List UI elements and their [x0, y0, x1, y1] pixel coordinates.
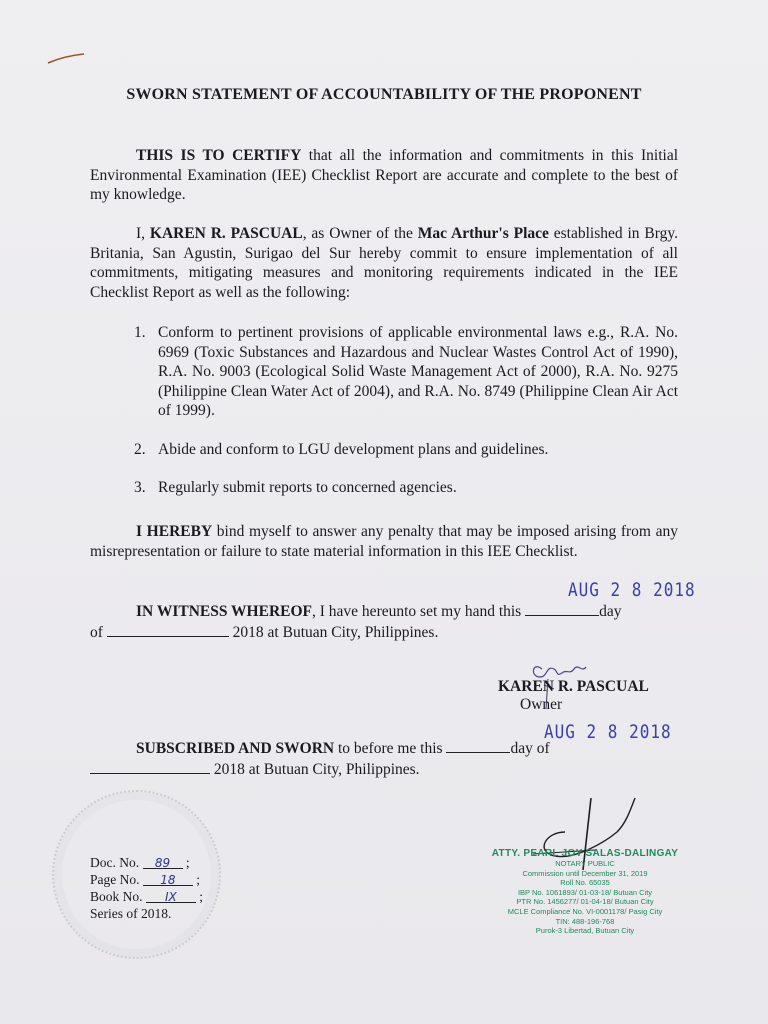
notary-name: ATTY. PEARL JOY SALAS-DALINGAY	[491, 848, 679, 859]
certify-lead: THIS IS TO CERTIFY	[136, 147, 302, 164]
owner-signature-block	[498, 678, 649, 714]
witness-of: of	[90, 623, 107, 641]
notary-stamp	[470, 848, 700, 936]
notary-tin: TIN: 488-196-768	[555, 916, 615, 926]
date-stamp: AUG 2 8 2018	[544, 720, 672, 743]
certify-text: that all the information and commitments in this Initial Environmental Examination (IEE) Checklist Report are accurate and complete to the best of my knowledge.	[90, 147, 679, 203]
notary-ibp: IBP No. 1061893/ 01-03-18/ Butuan City	[517, 887, 653, 897]
sworn-place: 2018 at Butuan City, Philippines.	[210, 760, 420, 778]
commit-mid: , as Owner of the	[302, 225, 418, 242]
page-number-value: 18	[160, 873, 176, 887]
doc-number-value: 89	[154, 856, 171, 870]
day-blank	[525, 601, 599, 616]
witness-lead: IN WITNESS WHEREOF	[136, 603, 313, 620]
day-blank	[446, 738, 510, 753]
witness-text: , I have hereunto set my hand this	[312, 603, 526, 620]
list-item-number: 1.	[134, 324, 146, 341]
date-stamp: AUG 2 8 2018	[568, 578, 696, 601]
notary-mcle: MCLE Compliance No. VI-0001178/ Pasig City	[507, 906, 663, 916]
witness-day: day	[599, 603, 622, 620]
witness-paragraph	[90, 601, 678, 642]
notary-title: NOTARY PUBLIC	[555, 859, 615, 868]
sworn-paragraph	[90, 738, 678, 779]
pen-mark	[46, 52, 86, 66]
establishment-name: Mac Arthur's Place	[417, 225, 549, 242]
commitment-paragraph	[90, 224, 678, 302]
proponent-name: KAREN R. PASCUAL	[149, 225, 303, 242]
list-item	[134, 440, 678, 460]
notarial-register-info	[90, 854, 203, 922]
sworn-day: day of	[510, 740, 550, 757]
sworn-lead: SUBSCRIBED AND SWORN	[136, 740, 335, 757]
list-item	[134, 478, 678, 498]
notary-ptr: PTR No. 1456277/ 01-04-18/ Butuan City	[516, 897, 654, 907]
hereby-paragraph	[90, 522, 678, 561]
sworn-text: to before me this	[334, 740, 447, 757]
month-blank	[107, 622, 229, 637]
list-item-number: 3.	[134, 479, 146, 496]
notary-commission: Commission until December 31, 2019	[522, 868, 648, 878]
page-number-label: Page No.	[90, 872, 140, 887]
commit-intro: I,	[136, 225, 150, 242]
document-title: SWORN STATEMENT OF ACCOUNTABILITY OF THE PROPONENT	[126, 86, 642, 103]
doc-number-label: Doc. No.	[90, 855, 140, 870]
owner-role: Owner	[520, 696, 563, 713]
doc-number-line: Doc. No. 89 ;	[90, 855, 190, 870]
list-item	[134, 323, 678, 421]
list-item-number: 2.	[134, 440, 146, 458]
book-number-line: Book No. IX ;	[90, 889, 204, 904]
owner-name: KAREN R. PASCUAL	[498, 678, 649, 695]
hereby-lead: I HEREBY	[136, 523, 213, 540]
book-number-value: IX	[165, 890, 177, 904]
hereby-text: bind myself to answer any penalty that may be imposed arising from any misrepresentation or failure to state material information in this IEE Checklist.	[90, 523, 678, 560]
commit-rest: established in Brgy. Britania, San Agustin, Surigao del Sur hereby commit to ensure implementation of all commitments, mitigating measures and monitoring requirements indicated in the IEE Checklist Report as well as the following:	[90, 225, 678, 301]
certify-paragraph	[90, 146, 678, 205]
page-number-line: Page No. 18 ;	[90, 872, 201, 887]
book-number-label: Book No.	[90, 889, 143, 904]
list-item-text: Regularly submit reports to concerned agencies.	[158, 479, 457, 496]
list-item-text: Abide and conform to LGU development plans and guidelines.	[158, 440, 549, 458]
commitment-list	[134, 323, 678, 517]
witness-place: 2018 at Butuan City, Philippines.	[228, 623, 439, 641]
series-line: Series of 2018.	[90, 906, 172, 921]
notary-roll: Roll No. 65035	[560, 878, 610, 888]
notary-address: Purok-3 Libertad, Butuan City	[535, 926, 635, 936]
month-blank	[90, 759, 210, 774]
list-item-text: Conform to pertinent provisions of applicable environmental laws e.g., R.A. No. 6969 (Toxic Substances and Hazardous and Nuclear Wastes Control Act of 1990), R.A. No. 9003 (Ecological Solid Waste Management Act of 2000), R.A. No. 9275 (Philippine Clean Water Act of 2004), and R.A. No. 8749 (Philippine Clean Air Act of 1999).	[158, 324, 678, 419]
